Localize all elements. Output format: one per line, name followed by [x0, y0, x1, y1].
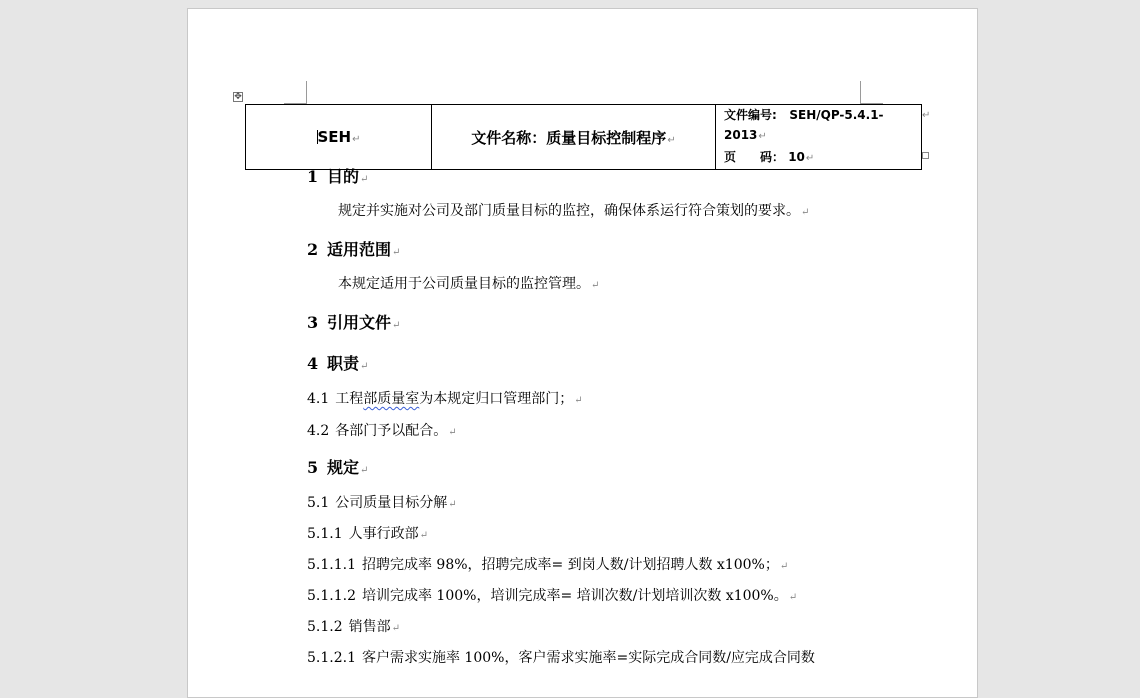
header-meta-cell[interactable] — [716, 105, 922, 170]
doc-number-label: 文件编号: — [724, 108, 777, 122]
page-number-label: 页 码： — [724, 150, 785, 164]
section-4-heading[interactable]: 4 职责↵ — [307, 354, 369, 373]
header-title-cell[interactable]: 文件名称：质量目标控制程序↵ — [432, 105, 716, 170]
header-company: SEH — [317, 128, 352, 146]
header-company-cell[interactable]: SEH↵ — [246, 105, 432, 170]
item-4-1[interactable]: 4.1 工程部质量室为本规定归口管理部门；↵ — [307, 391, 583, 407]
document-page[interactable] — [187, 8, 978, 698]
section-2-heading[interactable]: 2 适用范围↵ — [307, 240, 401, 259]
doc-number-line: 文件编号: SEH/QP-5.4.1-2013↵ — [724, 108, 884, 142]
table-move-icon[interactable]: ✥ — [234, 92, 242, 102]
document-header-table — [245, 104, 922, 170]
item-5-1-1-2[interactable]: 5.1.1.2 培训完成率 100%，培训完成率= 培训次数/计划培训次数 x100%。↵ — [307, 588, 798, 604]
page-number-value: 10 — [788, 150, 805, 164]
header-title: 文件名称：质量目标控制程序 — [471, 128, 667, 147]
section-2-text[interactable]: 本规定适用于公司质量目标的监控管理。↵ — [338, 276, 600, 292]
row-end-mark: ↵ — [922, 110, 931, 121]
item-5-1-2-1[interactable]: 5.1.2.1 客户需求实施率 100%，客户需求实施率=实际完成合同数/应完成合同数 — [307, 650, 815, 666]
item-5-1-1[interactable]: 5.1.1 人事行政部↵ — [307, 526, 429, 542]
item-5-1[interactable]: 5.1 公司质量目标分解↵ — [307, 495, 457, 511]
section-1-text[interactable]: 规定并实施对公司及部门质量目标的监控，确保体系运行符合策划的要求。↵ — [338, 203, 810, 219]
spellcheck-underline: 部质量室 — [363, 391, 420, 407]
doc-number-value: SEH/QP-5.4.1-2013 — [724, 108, 884, 142]
section-3-heading[interactable]: 3 引用文件↵ — [307, 313, 401, 332]
section-5-heading[interactable]: 5 规定↵ — [307, 458, 369, 477]
margin-corner-top-left — [284, 81, 307, 104]
margin-corner-top-right — [860, 81, 883, 104]
item-5-1-1-1[interactable]: 5.1.1.1 招聘完成率 98%，招聘完成率= 到岗人数/计划招聘人数 x100%；↵ — [307, 557, 789, 573]
section-1-heading[interactable]: 1 目的↵ — [307, 167, 369, 186]
item-4-2[interactable]: 4.2 各部门予以配合。↵ — [307, 423, 457, 439]
table-resize-handle[interactable] — [922, 152, 929, 159]
page-number-line: 页 码： 10↵ — [724, 150, 815, 164]
item-5-1-2[interactable]: 5.1.2 销售部↵ — [307, 619, 401, 635]
